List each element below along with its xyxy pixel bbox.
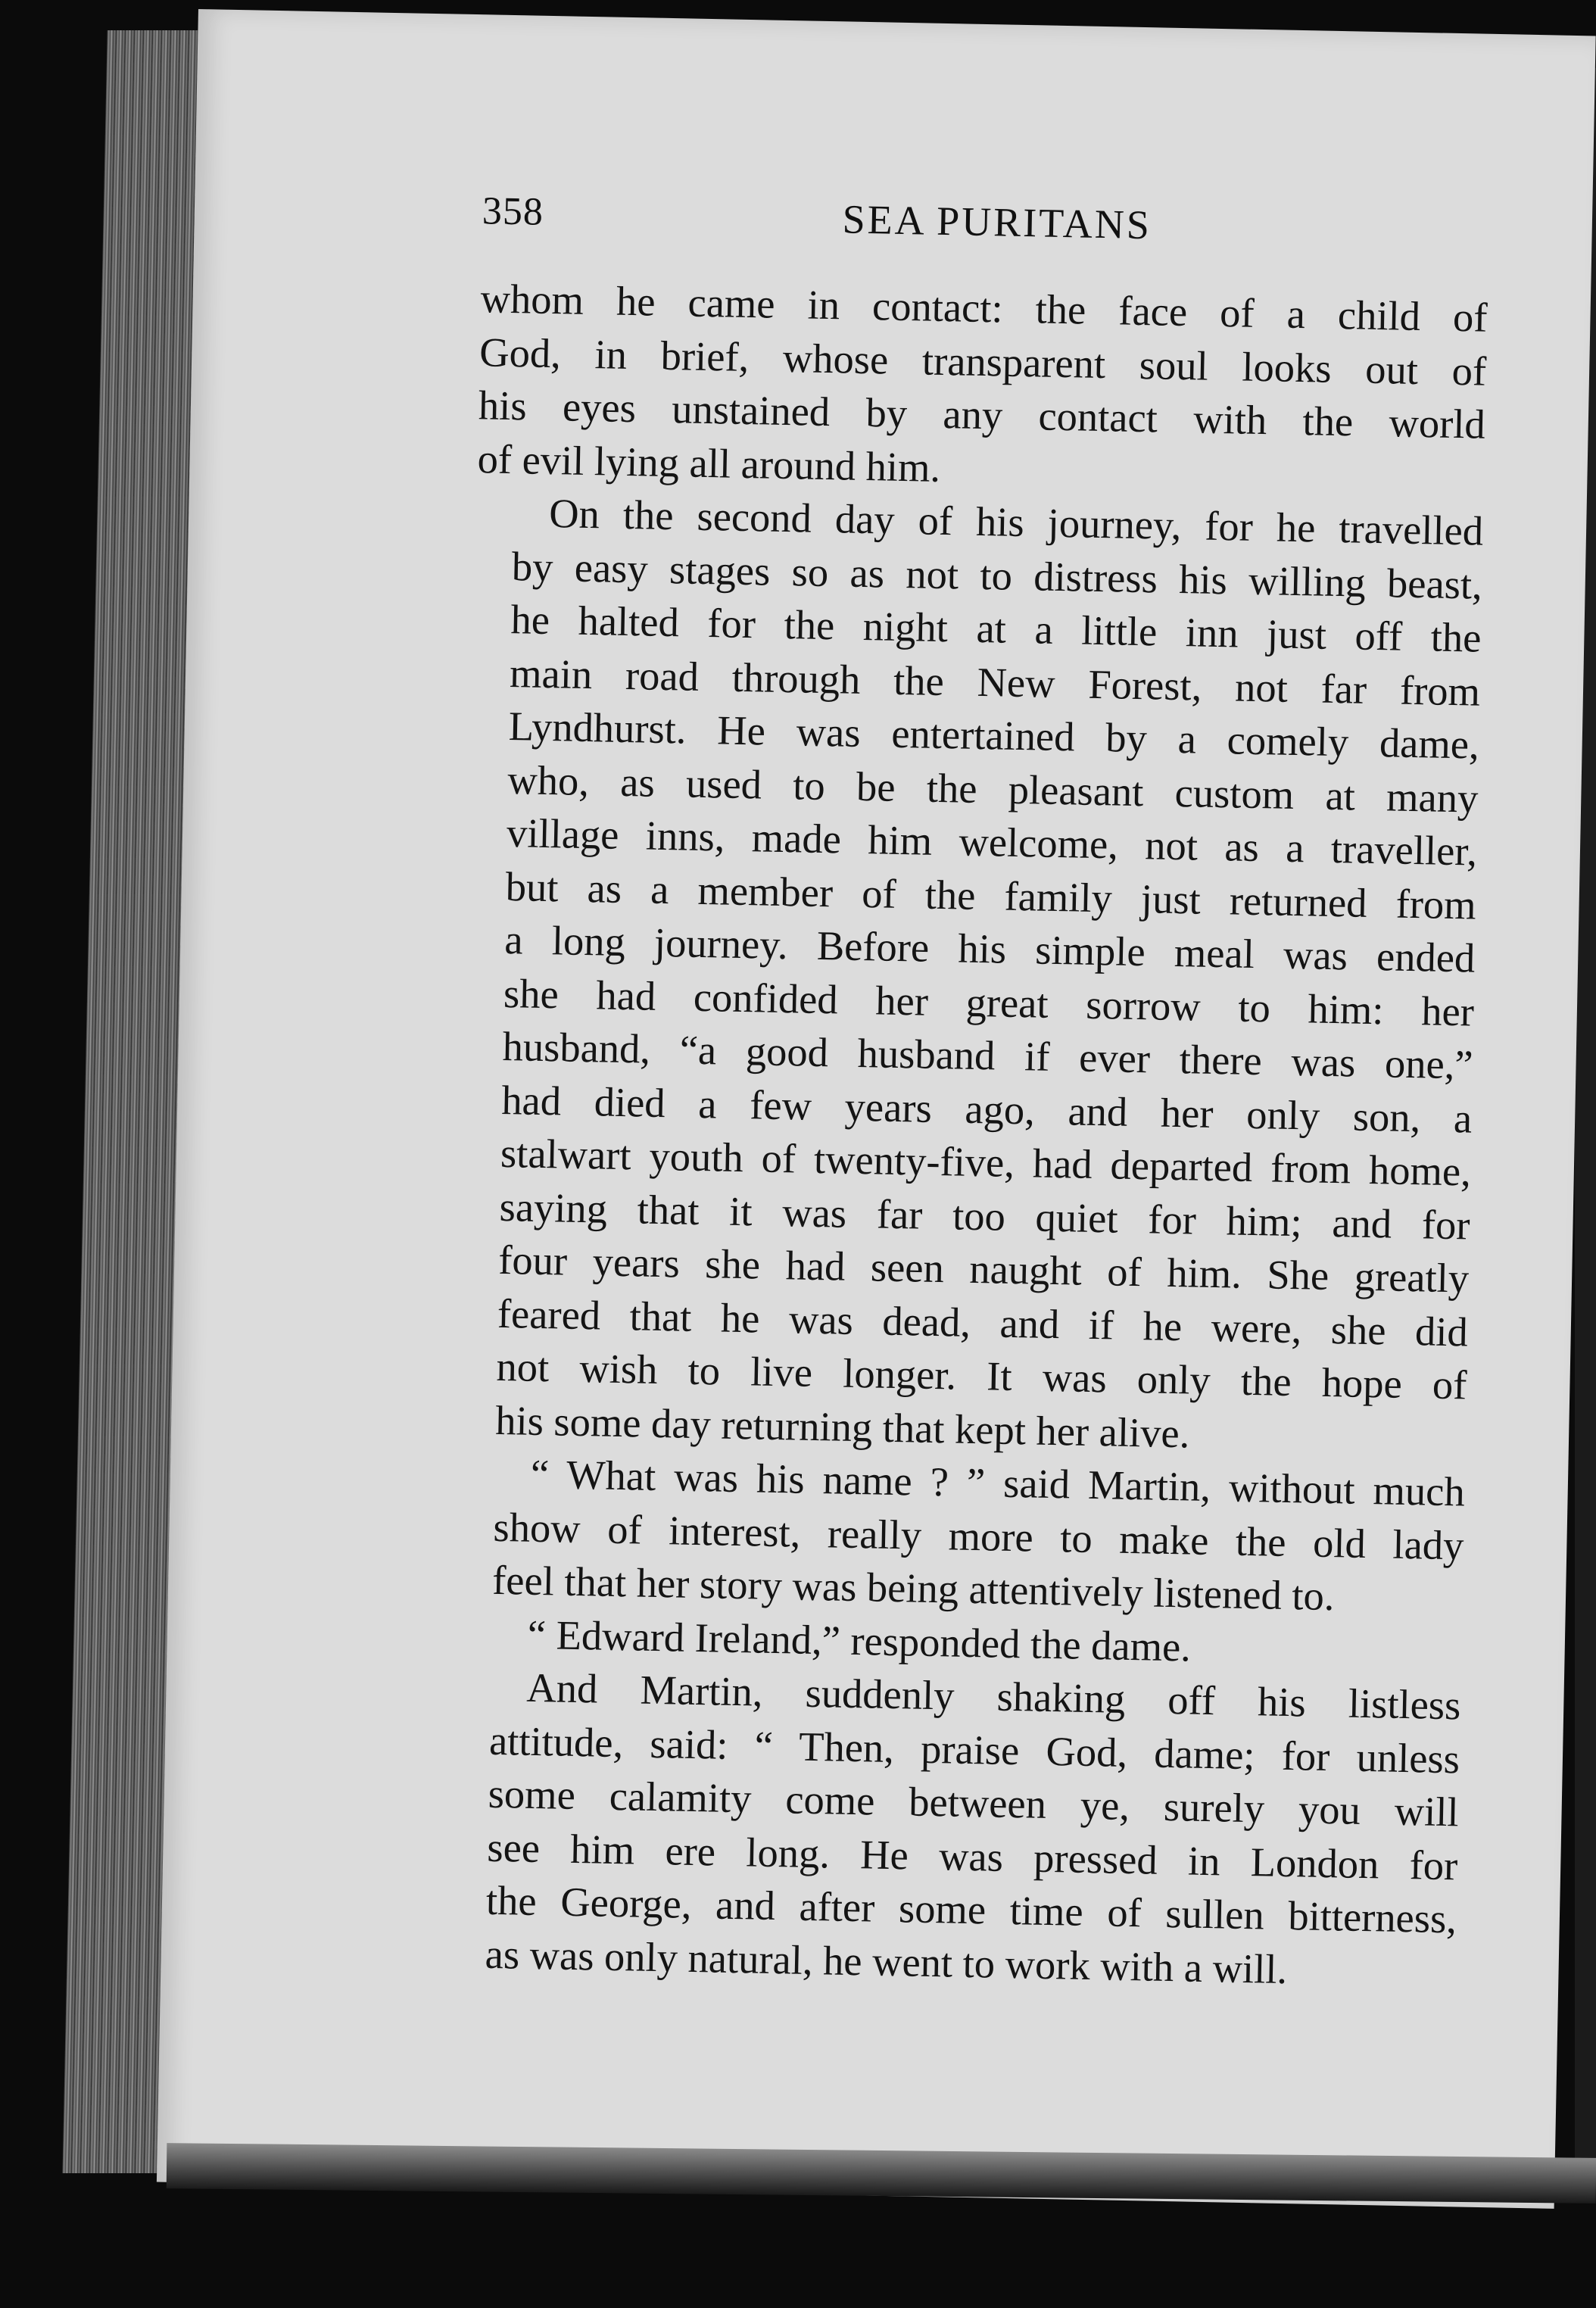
text-line: whom he came in contact: the face of a child of <box>480 275 1488 341</box>
text-line: stalwart youth of twenty-five, had departed from home, <box>500 1129 1472 1195</box>
paragraph <box>459 485 1484 1465</box>
book-page <box>157 9 1596 2209</box>
text-line: of evil lying all around him. <box>477 435 941 491</box>
text-line: feared that he was dead, and if he were, she did <box>497 1290 1469 1355</box>
text-line: who, as used to be the pleasant custom at many <box>507 756 1479 822</box>
page-number: 358 <box>482 189 544 234</box>
text-line: On the second day of his journey, for he travelled <box>548 490 1484 554</box>
text-line: some calamity come between ye, surely you will <box>488 1770 1460 1835</box>
text-line: he halted for the night at a little inn just off the <box>510 596 1482 661</box>
text-line: but as a member of the family just returned from <box>505 862 1477 928</box>
text-line: his some day returning that kept her alive. <box>494 1396 1190 1456</box>
paragraph <box>477 272 1488 504</box>
text-line: “ Edward Ireland,” responded the dame. <box>527 1611 1192 1670</box>
text-line: feel that her story was being attentively listened to. <box>491 1556 1336 1620</box>
text-line: “ What was his name ? ” said Martin, without much <box>530 1450 1466 1515</box>
text-line: saying that it was far too quiet for him; and for <box>499 1183 1471 1249</box>
text-line: husband, “a good husband if ever there was one,” <box>502 1022 1474 1088</box>
text-line: had died a few years ago, and her only son, a <box>500 1076 1473 1142</box>
page-header <box>482 189 1513 284</box>
text-line: see him ere long. He was pressed in London for <box>486 1823 1458 1889</box>
text-line: a long journey. Before his simple meal was ended <box>503 915 1476 981</box>
text-line: four years she had seen naught of him. She greatly <box>497 1236 1470 1302</box>
text-line: not wish to live longer. It was only the hope of <box>496 1343 1468 1408</box>
body-text <box>448 272 1488 1999</box>
text-line: the George, and after some time of sullen bitterness, <box>485 1876 1457 1942</box>
paragraph <box>448 1660 1461 1999</box>
text-line: as was only natural, he went to work with a will. <box>485 1930 1288 1992</box>
text-line: she had confided her great sorrow to him: her <box>503 969 1475 1035</box>
text-line: Lyndhurst. He was entertained by a comely dame, <box>508 703 1480 768</box>
running-title: SEA PURITANS <box>842 196 1152 248</box>
text-line: by easy stages so as not to distress his willing beast, <box>511 542 1483 608</box>
text-line: attitude, said: “ Then, praise God, dame; for unless <box>488 1717 1460 1782</box>
text-line: And Martin, suddenly shaking off his listless <box>525 1664 1461 1729</box>
text-line: God, in brief, whose transparent soul looks out of <box>478 328 1487 395</box>
text-line: show of interest, really more to make the old lady <box>493 1503 1464 1568</box>
text-line: main road through the New Forest, not far from <box>509 649 1481 715</box>
text-line: village inns, made him welcome, not as a traveller, <box>506 809 1478 875</box>
text-line: his eyes unstained by any contact with the world <box>478 382 1486 448</box>
paragraph <box>456 1446 1466 1626</box>
